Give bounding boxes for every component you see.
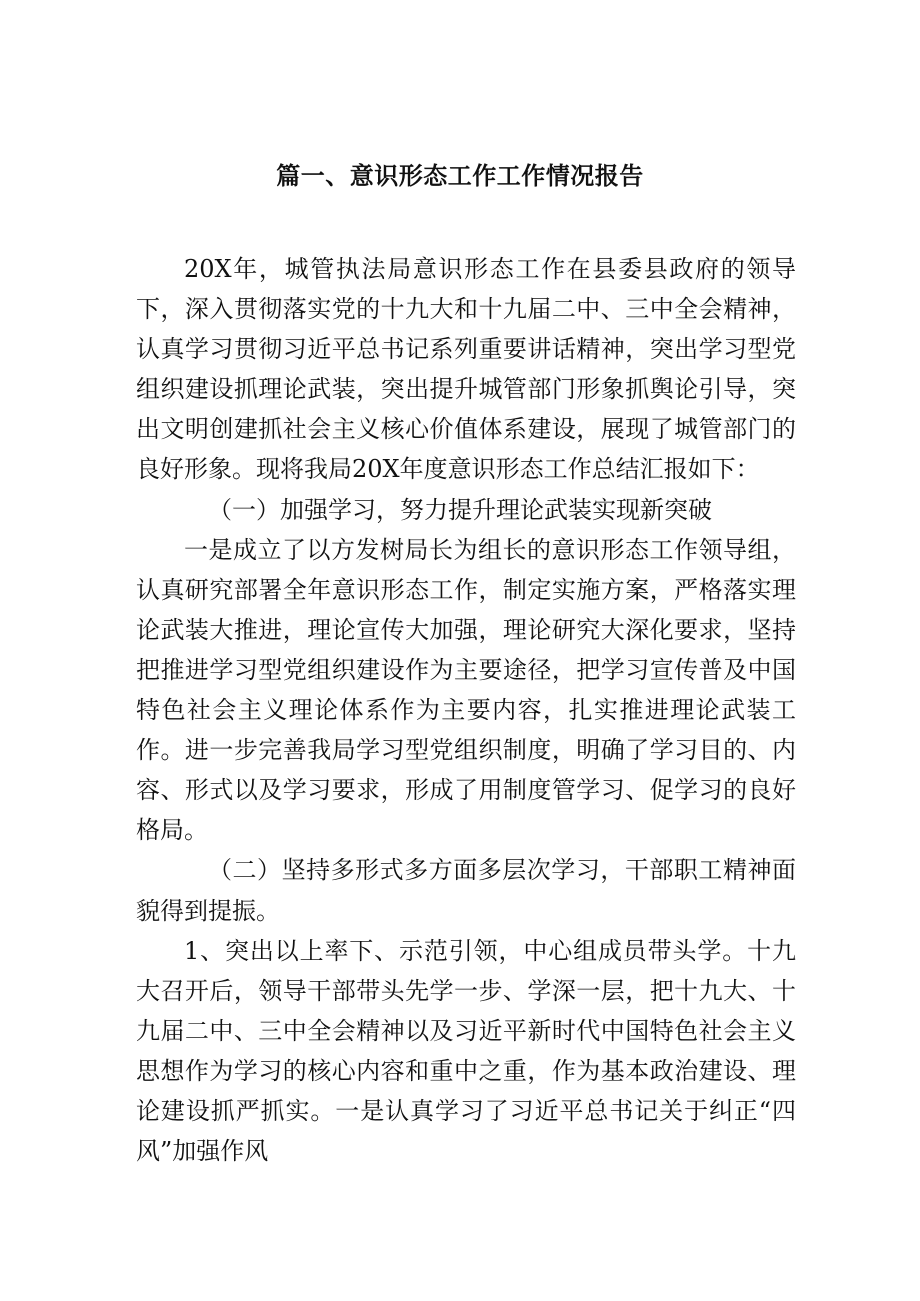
section-heading-2: （二）坚持多形式多方面多层次学习，干部职工精神面貌得到提振。 xyxy=(136,856,796,925)
document-body xyxy=(136,249,796,1171)
document-title: 篇一、意识形态工作工作情况报告 xyxy=(276,161,644,190)
paragraph-intro: 20X年，城管执法局意识形态工作在县委县政府的领导下，深入贯彻落实党的十九大和十九届二中、三中全会精神，认真学习贯彻习近平总书记系列重要讲话精神，突出学习型党组织建设抓理论武装，突出提升城管部门形象抓舆论引导，突出文明创建抓社会主义核心价值体系建设，展现了城管部门的良好形象。现将我局20X年度意识形态工作总结汇报如下： xyxy=(136,255,796,484)
paragraph-section-1: 一是成立了以方发树局长为组长的意识形态工作领导组，认真研究部署全年意识形态工作，制定实施方案，严格落实理论武装大推进，理论宣传大加强，理论研究大深化要求，坚持把推进学习型党组织建设作为主要途径，把学习宣传普及中国特色社会主义理论体系作为主要内容，扎实推进理论武装工作。进一步完善我局学习型党组织制度，明确了学习目的、内容、形式以及学习要求，形成了用制度管学习、促学习的良好格局。 xyxy=(136,535,796,845)
section-heading-1: （一）加强学习，努力提升理论武装实现新突破 xyxy=(208,495,712,524)
paragraph-section-2-item-1: 1、突出以上率下、示范引领，中心组成员带头学。十九大召开后，领导干部带头先学一步、学深一层，把十九大、十九届二中、三中全会精神以及习近平新时代中国特色社会主义思想作为学习的核心内容和重中之重，作为基本政治建设、理论建设抓严抓实。一是认真学习了习近平总书记关于纠正“四风”加强作风 xyxy=(136,936,796,1166)
